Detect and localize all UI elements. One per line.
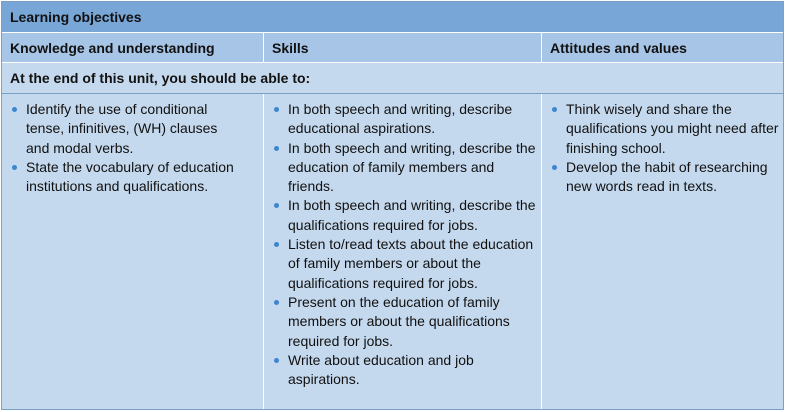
header-knowledge-label: Knowledge and understanding <box>10 40 215 56</box>
knowledge-cell <box>2 94 263 409</box>
list-item: Write about education and job aspirations. <box>270 351 540 390</box>
learning-objectives-table <box>1 1 784 410</box>
knowledge-list <box>8 100 243 196</box>
header-skills-label: Skills <box>272 40 309 56</box>
header-attitudes <box>541 33 783 62</box>
objectives-body-row <box>2 94 783 409</box>
intro-row <box>2 63 783 94</box>
list-item: Think wisely and share the qualifications you might need after finishing school. <box>548 100 780 158</box>
intro-text: At the end of this unit, you should be able to: <box>10 70 311 86</box>
column-header-row <box>2 33 783 63</box>
list-item: Present on the education of family members or about the qualifications required for jobs. <box>270 293 540 351</box>
list-item: In both speech and writing, describe the education of family members and friends. <box>270 139 540 197</box>
list-item: Identify the use of conditional tense, infinitives, (WH) clauses and modal verbs. <box>8 100 243 158</box>
attitudes-cell <box>541 94 783 409</box>
attitudes-list <box>548 100 780 196</box>
list-item: In both speech and writing, describe the qualifications required for jobs. <box>270 196 540 235</box>
list-item: Develop the habit of researching new words read in texts. <box>548 158 780 197</box>
list-item: State the vocabulary of education institutions and qualifications. <box>8 158 243 197</box>
list-item: Listen to/read texts about the education of family members or about the qualifications required for jobs. <box>270 235 540 293</box>
list-item: In both speech and writing, describe educational aspirations. <box>270 100 540 139</box>
skills-cell <box>263 94 541 409</box>
skills-list <box>270 100 540 389</box>
header-knowledge <box>2 33 263 62</box>
table-title-row <box>2 2 783 33</box>
header-skills <box>263 33 541 62</box>
table-title: Learning objectives <box>10 9 142 25</box>
header-attitudes-label: Attitudes and values <box>550 40 687 56</box>
